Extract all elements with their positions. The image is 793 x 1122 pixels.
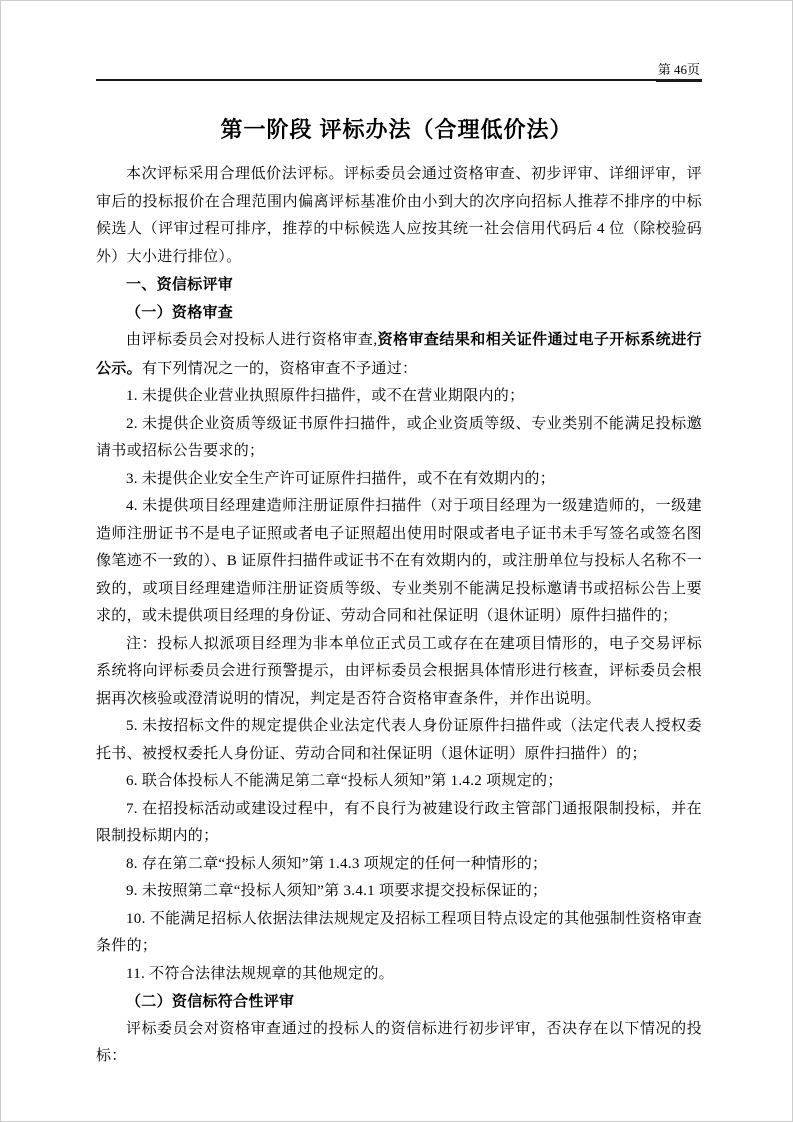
page-number: 第 46页: [656, 61, 702, 82]
subsection-heading-credit-conformity: （二）资信标符合性评审: [126, 993, 295, 1010]
credit-review-intro-paragraph: 评标委员会对资格审查通过的投标人的资信标进行初步评审，否决存在以下情况的投标：: [96, 1020, 702, 1064]
qualification-item-11: 11. 不符合法律法规规章的其他规定的。: [126, 965, 394, 982]
qualification-item-4: 4. 未提供项目经理建造师注册证原件扫描件（对于项目经理为一级建造师的，一级建造师注册证书不是电子证照或者电子证照超出使用时限或者电子证书未手写签名或签名图像笔迹不一致的）、B 证原件扫描件或证书不在有效期内的，或注册单位与投标人名称不一致的，或项目经理建造师注册证资质等级、专业类别不能满足投标邀请书或招标公告上要求的，或未提供项目经理的身份证、劳动合同和社保证明（退休证明）原件扫描件的；: [96, 498, 702, 624]
document-title: 第一阶段 评标办法（合理低价法）: [220, 117, 573, 142]
qualification-intro-text-1: 由评标委员会对投标人进行资格审查,: [126, 332, 378, 348]
subsection-heading-qualification: （一）资格审查: [126, 303, 234, 321]
page-header: [96, 61, 702, 81]
qualification-item-5: 5. 未按招标文件的规定提供企业法定代表人身份证原件扫描件或（法定代表人授权委托书、被授权委托人身份证、劳动合同和社保证明（退休证明）原件扫描件）的；: [96, 718, 702, 762]
qualification-item-1: 1. 未提供企业营业执照原件扫描件，或不在营业期限内的；: [126, 388, 525, 404]
qualification-item-10: 10. 不能满足招标人依据法律法规规定及招标工程项目特点设定的其他强制性资格审查条件的；: [96, 910, 702, 954]
note-paragraph: 注：投标人拟派项目经理为非本单位正式员工或存在在建项目情形的，电子交易评标系统将向评标委员会进行预警提示，由评标委员会根据具体情形进行核查，评标委员会根据再次核验或澄清说明的情况，判定是否符合资格审查条件，并作出说明。: [96, 635, 702, 707]
qualification-item-7: 7. 在招投标活动或建设过程中，有不良行为被建设行政主管部门通报限制投标，并在限制投标期内的；: [96, 800, 702, 844]
section-heading-credit-review: 一、资信标评审: [126, 276, 234, 293]
qualification-intro-bold-text: 资格审查结果和相关证件通过电子开标系统进行公示。: [96, 331, 702, 377]
page-content: [96, 161, 702, 1071]
qualification-intro-text-2: 有下列情况之一的，资格审查不予通过：: [141, 360, 418, 377]
qualification-intro-paragraph: [96, 326, 702, 383]
qualification-item-9: 9. 未按照第二章“投标人须知”第 3.4.1 项要求提交投标保证的；: [126, 883, 548, 899]
qualification-item-8: 8. 存在第二章“投标人须知”第 1.4.3 项规定的任何一种情形的；: [126, 855, 548, 872]
intro-paragraph: 本次评标采用合理低价法评标。评标委员会通过资格审查、初步评审、详细评审，评审后的投标报价在合理范围内偏离评标基准价由小到大的次序向招标人推荐不排序的中标候选人（评审过程可排序，推荐的中标候选人应按其统一社会信用代码后 4 位（除校验码外）大小进行排位）。: [96, 166, 702, 265]
qualification-item-2: 2. 未提供企业资质等级证书原件扫描件，或企业资质等级、专业类别不能满足投标邀请书或招标公告要求的；: [96, 415, 702, 459]
qualification-item-3: 3. 未提供企业安全生产许可证原件扫描件，或不在有效期内的；: [126, 470, 556, 487]
qualification-item-6: 6. 联合体投标人不能满足第二章“投标人须知”第 1.4.2 项规定的；: [126, 773, 563, 789]
